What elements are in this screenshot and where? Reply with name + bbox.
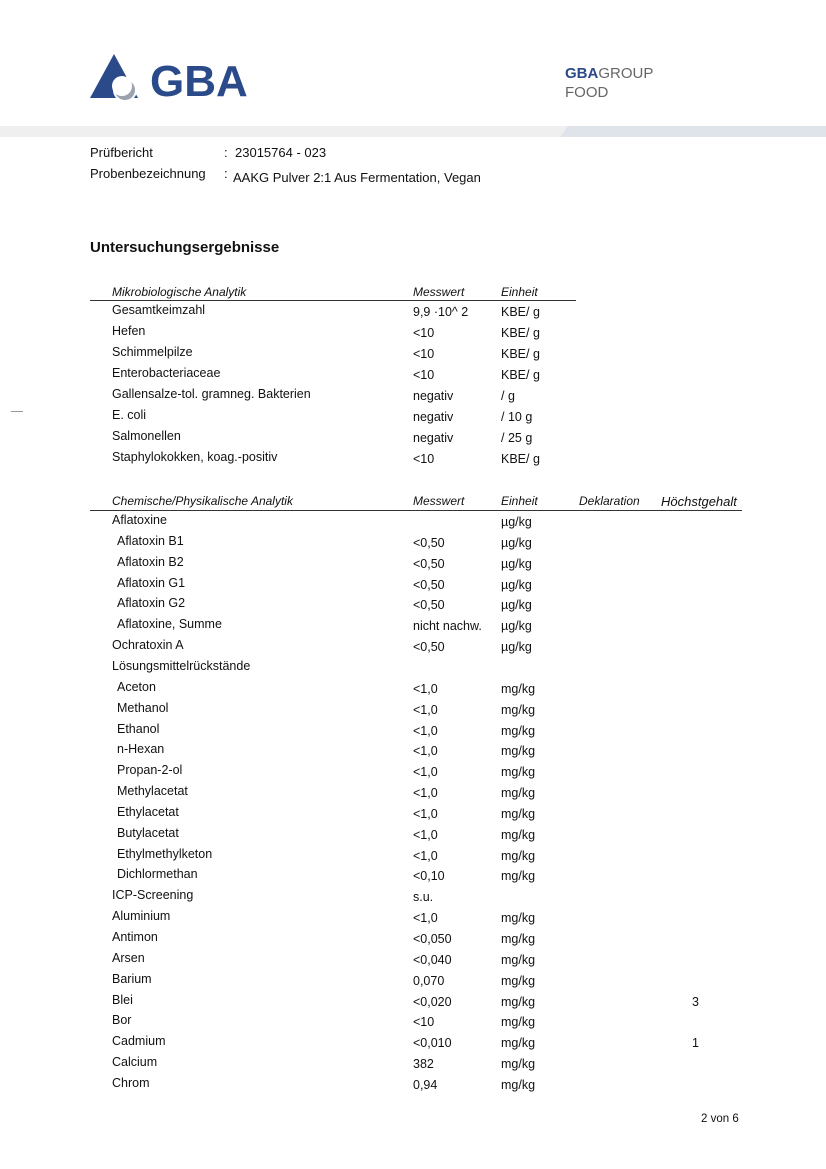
group-brand-word: GROUP xyxy=(598,65,654,82)
chem-row-unit: mg/kg xyxy=(501,1036,536,1051)
chem-row-name: Aflatoxin B1 xyxy=(117,533,184,548)
chem-row-value: <1,0 xyxy=(413,723,438,738)
chem-row-name: Aluminium xyxy=(112,909,171,924)
chem-row-value: <1,0 xyxy=(413,744,438,759)
chem-row-value: 0,070 xyxy=(413,973,445,988)
chem-row-value: s.u. xyxy=(413,890,434,905)
micro-row-value: <10 xyxy=(413,452,435,466)
micro-row-name: Hefen xyxy=(112,324,146,338)
chem-row-name: Aflatoxin B2 xyxy=(117,554,184,569)
chem-row-unit: mg/kg xyxy=(501,786,536,801)
chem-row-unit: mg/kg xyxy=(501,702,536,717)
chem-row-value: <0,50 xyxy=(413,556,445,571)
chem-row-value: <10 xyxy=(413,1015,435,1030)
chem-row-unit: mg/kg xyxy=(501,765,536,780)
micro-row-value: 9,9 ·10^ 2 xyxy=(413,305,469,319)
chem-row-value: <1,0 xyxy=(413,786,438,801)
micro-row-name: Schimmelpilze xyxy=(112,345,193,359)
margin-mark xyxy=(11,411,23,412)
chem-row-name: Barium xyxy=(112,971,152,986)
micro-row-unit: / g xyxy=(501,389,515,403)
micro-row-unit: KBE/ g xyxy=(501,305,540,319)
chem-header-unit: Einheit xyxy=(501,494,538,508)
group-brand xyxy=(565,64,653,102)
chem-row-name: Aflatoxin G2 xyxy=(117,596,186,611)
section-title: Untersuchungsergebnisse xyxy=(90,239,280,256)
chem-row-name: Methanol xyxy=(117,700,169,715)
page-number: 2 von 6 xyxy=(701,1113,739,1125)
chem-row-value: <1,0 xyxy=(413,806,438,821)
chem-row-value: nicht nachw. xyxy=(413,619,482,634)
chem-row-value: <1,0 xyxy=(413,681,438,696)
chem-row-name: Cadmium xyxy=(112,1034,166,1049)
micro-row-name: Gesamtkeimzahl xyxy=(112,303,206,317)
sample-colon: : xyxy=(224,166,228,181)
chem-row-value: <0,10 xyxy=(413,869,445,884)
report-label: Prüfbericht xyxy=(90,145,153,160)
chem-row-unit: mg/kg xyxy=(501,952,536,967)
chem-row-name: Ethanol xyxy=(117,721,160,736)
micro-header-rule xyxy=(90,300,576,301)
micro-row-unit: / 25 g xyxy=(501,431,533,445)
chem-row-unit: mg/kg xyxy=(501,994,536,1009)
chem-row-max: 3 xyxy=(692,994,699,1009)
header-band-accent xyxy=(560,126,826,137)
chem-row-name: Aflatoxine, Summe xyxy=(117,617,222,632)
chem-row-name: Methylacetat xyxy=(117,784,188,799)
chem-row-value: 0,94 xyxy=(413,1077,438,1092)
gba-logo xyxy=(88,52,260,105)
micro-row-name: Gallensalze-tol. gramneg. Bakterien xyxy=(112,387,311,401)
micro-header-analysis: Mikrobiologische Analytik xyxy=(112,285,247,299)
chem-header-max: Höchstgehalt xyxy=(661,494,737,509)
chem-row-unit: mg/kg xyxy=(501,1015,536,1030)
sample-name: AAKG Pulver 2:1 Aus Fermentation, Vegan xyxy=(233,170,481,185)
chem-row-unit: µg/kg xyxy=(501,556,532,571)
chem-row-unit: µg/kg xyxy=(501,619,532,634)
chem-row-unit: mg/kg xyxy=(501,806,536,821)
chem-row-value: <1,0 xyxy=(413,848,438,863)
chem-row-unit: mg/kg xyxy=(501,869,536,884)
chem-row-value: <1,0 xyxy=(413,911,438,926)
chem-row-value: <0,010 xyxy=(413,1036,452,1051)
chem-row-value: <0,50 xyxy=(413,598,445,613)
chem-row-unit: mg/kg xyxy=(501,1057,536,1072)
chem-row-unit: µg/kg xyxy=(501,535,532,550)
micro-row-unit: KBE/ g xyxy=(501,347,540,361)
chem-header-declaration: Deklaration xyxy=(579,494,640,508)
micro-row-name: Enterobacteriaceae xyxy=(112,366,221,380)
chem-row-name: Propan-2-ol xyxy=(117,763,183,778)
chem-row-max: 1 xyxy=(692,1036,699,1051)
chem-row-name: Ethylmethylketon xyxy=(117,846,213,861)
logo-text: GBA xyxy=(150,57,248,102)
group-brand-gba: GBA xyxy=(565,65,599,82)
chem-row-name: Ochratoxin A xyxy=(112,638,184,653)
chem-row-unit: µg/kg xyxy=(501,515,532,529)
chem-row-name: Chrom xyxy=(112,1075,150,1090)
chem-row-value: 382 xyxy=(413,1057,434,1072)
chem-row-name: n-Hexan xyxy=(117,742,165,757)
chem-row-unit: mg/kg xyxy=(501,681,536,696)
chem-row-value: <0,040 xyxy=(413,952,452,967)
micro-header-unit: Einheit xyxy=(501,285,538,299)
chem-row-name: Arsen xyxy=(112,950,145,965)
chem-row-unit: µg/kg xyxy=(501,577,532,592)
micro-row-unit: KBE/ g xyxy=(501,452,540,466)
chem-row-value: <1,0 xyxy=(413,765,438,780)
chem-row-name: Dichlormethan xyxy=(117,867,198,882)
chem-row-unit: mg/kg xyxy=(501,911,536,926)
chem-row-name: Calcium xyxy=(112,1055,158,1070)
report-number: 23015764 - 023 xyxy=(235,145,327,160)
micro-row-value: <10 xyxy=(413,326,435,340)
chem-row-name: Aflatoxine xyxy=(112,513,167,527)
chem-row-name: Ethylacetat xyxy=(117,804,179,819)
chem-row-value: <0,020 xyxy=(413,994,452,1009)
micro-row-value: negativ xyxy=(413,389,454,403)
micro-row-value: negativ xyxy=(413,410,454,424)
chem-row-name: Aflatoxin G1 xyxy=(117,575,186,590)
chem-row-unit: mg/kg xyxy=(501,848,536,863)
micro-row-value: <10 xyxy=(413,368,435,382)
report-colon: : xyxy=(224,145,228,160)
micro-row-name: Salmonellen xyxy=(112,429,181,443)
micro-row-unit: / 10 g xyxy=(501,410,533,424)
chem-header-analysis: Chemische/Physikalische Analytik xyxy=(112,494,293,508)
chem-row-name: Butylacetat xyxy=(117,825,179,840)
chem-row-unit: mg/kg xyxy=(501,932,536,946)
micro-row-value: <10 xyxy=(413,347,435,361)
chem-row-name: ICP-Screening xyxy=(112,888,194,903)
sample-label: Probenbezeichnung xyxy=(90,166,206,181)
chem-row-value: <0,50 xyxy=(413,577,445,592)
chem-row-unit: mg/kg xyxy=(501,744,536,759)
group-division: FOOD xyxy=(565,84,609,101)
micro-row-name: Staphylokokken, koag.-positiv xyxy=(112,450,278,464)
chem-row-name: Bor xyxy=(112,1013,132,1028)
chem-row-unit: µg/kg xyxy=(501,640,532,655)
chem-row-name: Antimon xyxy=(112,930,158,944)
chem-row-unit: µg/kg xyxy=(501,598,532,613)
chem-row-value: <0,050 xyxy=(413,932,452,946)
chem-row-unit: mg/kg xyxy=(501,827,536,842)
chem-row-value: <0,50 xyxy=(413,640,445,655)
chem-row-unit: mg/kg xyxy=(501,723,536,738)
chem-row-unit: mg/kg xyxy=(501,1077,536,1092)
chem-row-value: <1,0 xyxy=(413,702,438,717)
chem-header-value: Messwert xyxy=(413,494,465,508)
micro-row-unit: KBE/ g xyxy=(501,368,540,382)
chem-row-value: <0,50 xyxy=(413,535,445,550)
chem-row-value: <1,0 xyxy=(413,827,438,842)
chem-row-name: Lösungsmittelrückstände xyxy=(112,658,251,673)
chem-row-unit: mg/kg xyxy=(501,973,536,988)
micro-row-unit: KBE/ g xyxy=(501,326,540,340)
chem-row-name: Blei xyxy=(112,992,133,1007)
chem-header-rule xyxy=(90,510,742,511)
chem-row-name: Aceton xyxy=(117,679,156,694)
micro-header-value: Messwert xyxy=(413,285,465,299)
micro-row-name: E. coli xyxy=(112,408,147,422)
micro-row-value: negativ xyxy=(413,431,454,445)
